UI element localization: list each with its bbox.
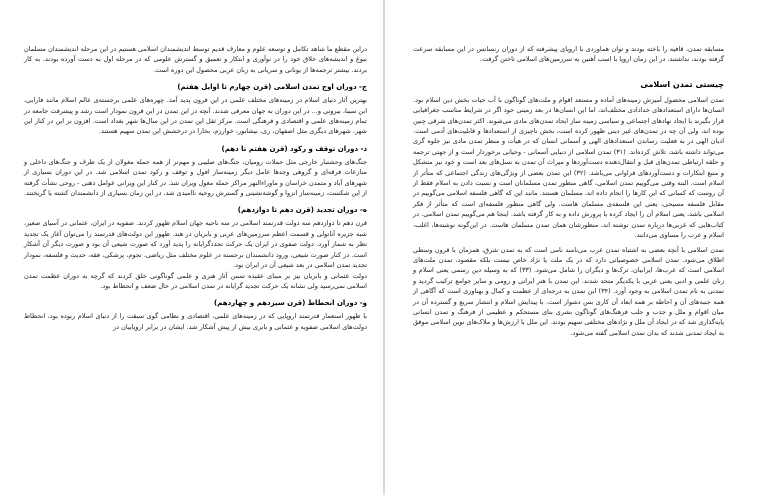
section-body-renewal-2: دولت عثمانی و بابریان نیز بر مبنای عقیده تسنن آثار هنری و علمی گوناگونی خلق کردند که گرچه به دوران عظمت تمدن اسلامی نمی‌رسید ولی نشانه یک حرکت تجدید گرایانه در تمدن اسلامی در حال ضعف و انحطاط بود. [24, 271, 367, 290]
right-page-intro: مسابقه تمدن، قافیه را باخته بودند و توان هماوردی با اروپای پیشرفته که از دوران رنسانس در این مسابقه سرعت گرفته بودند، نداشتند. در این زمان اروپا با اسب آهنین به سرزمین‌های اسلامی تاختن گرفت. [413, 45, 724, 64]
section-heading-peak: ج- دوران اوج تمدن اسلامی (قرن چهارم تا اوایل هفتم) [177, 83, 367, 92]
section-body-peak: بهترین آثار دنیای اسلام در زمینه‌های مختلف علمی در این قرون پدید آمد. چهره‌های علمی برجسته‌ی عالم اسلام مانند فارابی، ابن سینا، بیرونی و... در این دوران به جهان معرفی شدند. آنچه در این تمدن در این قرون نمودار است رشد و پیشرفت جامعه در تمام زمینه‌های علمی و اقتصادی و فرهنگی است. مرکز ثقل این تمدن در این سال‌ها شهر بغداد است. افزون بر این در کنار این شهر، شهرهای دیگری مثل اصفهان، ری، نیشابور، خوارزم، بخارا در درخشش این تمدن سهیم هستند. [24, 96, 367, 136]
right-page [385, 0, 768, 495]
right-paragraph-1: تمدن اسلامی محصول آمیزش زمینه‌های آماده و مستعد اقوام و ملت‌های گوناگون با آب حیات بخش دین اسلام بود. انسان‌ها دارای استعدادهای خدادادی مختلف‌اند، اما این انسان‌ها در بعد زمینی خود اگر در شرایط مناسب جغرافیایی قرار بگیرند با ایجاد نهادهای اجتماعی و سیاسی زمینه ساز ایجاد تمدن‌های مادی می‌شوند. اکثر تمدن‌های شرقی چنین بوده اند، ولی آن چه در تمدن‌های غیر دینی ظهور کرده است، بخش ناچیزی از استعدادها و قابلیت‌های آدمی است. ادیان الهی در به فعلیت رساندن استعدادهای الهی و آسمانی انسان که در هیأت و منظر تمدن مادی نیز جلوه گری می‌تواند داشته باشد، تلاش کرده‌اند. (۳۱) تمدن اسلامی از دنیایی آسمانی - وحیانی برخوردار است و از جهتی ترجمه و حلقه ارتباطی تمدن‌های قبل و انتقال‌دهنده دست‌آوردها و میراث آن تمدن به نسل‌های بعد است و خود نیز متشکل و منبع ابتکارات و دست‌آوردهای فراوانی می‌باشد. (۳۲) این تمدن بعضی از ویژگی‌های زندگی اجتماعی که متأثر از اسلام است. البته وقتی می‌گوییم تمدن اسلامی، گاهی منظور تمدن مسلمانان است و نسبت دادن به اسلام فقط از آن روست که کسانی که این کارها را انجام داده اند، مسلمان هستند. مانند این که گاهی فلسفه اسلامی می‌گوییم در مقابل فلسفه مسیحی، یعنی این فلسفه‌ی مسلمان هاست. ولی گاهی منظور فلسفه‌ای است که متأثر از فکر اسلامی باشد، یعنی اسلام آن را ایجاد کرده یا پرورش داده و به کار گرفته باشد. اینجا هم می‌گوییم تمدن اسلامی. در کتاب‌هایی که غربی‌ها درباره تمدن نوشته اند، منظورشان همان تمدن مسلمان هاست. در این‌گونه نوشته‌ها، اغلب، اسلام و عرب را مساوی می‌دانند. [413, 95, 725, 240]
section-heading-renewal: ه- دوران تجدید (قرن دهم تا دوازدهم) [237, 206, 367, 215]
section-heading-decline: و- دوران انحطاط (قرن سیزدهم و چهاردهم) [214, 299, 367, 308]
left-page [0, 0, 383, 495]
right-paragraph-2: تمدن اسلامی با آنچه بعضی به اشتباه تمدن عرب می‌نامند نامی است که به تمدن شرق، همزمان با قرون وسطی اطلاق می‌شود. تمدن اسلامی خصوصیاتی دارد که در یک ملت یا نژاد خاص نیست بلکه مقصود، تمدن ملت‌های اسلامی است که عرب‌ها، ایرانیان، ترک‌ها و دیگران را شامل می‌شود. (۳۳) که به وسیله دین رسمی یعنی اسلام و زبان علمی و ادبی یعنی عربی با یکدیگر متحد شدند. این تمدن با هنر ایرانی و رومی و سایر جوامع ترکیب گردید و تمدنی به نام تمدن اسلامی به وجود آورد. (۳۴) این تمدن به درجه‌ای از عظمت و کمال و بهناوری است که آگاهی از همه جنبه‌های آن و احاطه بر همه ابعاد آن کاری بس دشوار است. با پیدایش اسلام و انتشار سریع و گسترده آن در میان اقوام و ملل و جذب و جلب فرهنگ‌های گوناگون بشری بنای مستحکم و عظیمی از فرهنگ و تمدن انسانی پایه‌گذاری شد که در ایجاد آن ملل و نژادهای مختلفی سهیم بودند. این ملل با ارزش‌ها و ملاک‌های نوین اسلامی موفق به ایجاد تمدنی شدند که بدان تمدن اسلامی گفته می‌شود. [412, 245, 725, 337]
section-body-renewal: قرن دهم تا دوازدهم سه دولت قدرتمند اسلامی در سه ناحیه جهان اسلام ظهور کردند. صفویه در ایران، عثمانی در آسیای صغیر، شبه جزیره آناتولی و قسمت اعظم سرزمین‌های عربی و بابریان در هند. ظهور این دولت‌های قدرتمند را می‌توان آغاز یک تجدید نظر به شمار آورد. دولت صفوی در ایران یک حرکت تجددگرایانه را پدید آورد که صورت شیعی آن بود و صورت دیگر آن آشکار است. در کنار صورت شیعی، ورود دانشمندان برجسته در علوم مختلف مثل ریاضی، نجوم، پزشکی، فقه، حدیث و فلسفه، نمودار تجدید تمدن اسلامی در بعد شیعی آن در ایران بود. [24, 219, 367, 270]
section-heading-stagnation: د- دوران توقف و رکود (قرن هفتم تا دهم) [221, 144, 367, 153]
left-page-intro: دراین مقطع ما شاهد تکامل و توسعه علوم و معارف قدیم توسط اندیشمندان اسلامی هستیم در این مرحله اندیشمندان مسلمان نبوغ و اندیشه‌های خلاق خود را در نوآوری و ابتکار و تعمیق و گسترش علومی که در مرحله اول به دست آورده بودند، به کار بردند. بیشتر ترجمه‌ها از یونانی و سریانی به زبان عربی محصول این دوره است. [24, 45, 367, 74]
section-body-decline: با ظهور استعمار قدرتمند اروپایی که در زمینه‌های علمی، اقتصادی و نظامی گوی سبقت را از دنیای اسلام ربوده بود، انحطاط دولت‌های اسلامی صفویه و عثمانی و بابری بیش از پیش آشکار شد. ایشان در برابر اروپاییان در [24, 312, 367, 331]
section-heading-what-is-islamic-civilization: چیستی تمدن اسلامی [640, 79, 724, 89]
section-body-stagnation: جنگ‌های وحشتبار خارجی مثل حملات رومیان، جنگ‌های صلیبی و مهم‌تر از همه حمله مغولان از یک طرف و جنگ‌های داخلی و منازعات فرقه‌ای و گروهی وجدها عامل دیگر زمینه‌ساز افول و توقف و رکود تمدن اسلامی شد. در این دوران بسیاری از شهرهای آباد و متمدن خراسان و ماوراءالنهر مراکز حمله مغول ویران شد. در کنار این ویرانی عوامل ذهنی - روحی نشأت گرفته از این شکست، زمینه‌ساز انزوا و گوشه‌نشینی و گسترش روحیه ناامیدی شد. در این زمان بسیاری از دانشمندان کشته یا گریختند. [23, 157, 367, 198]
